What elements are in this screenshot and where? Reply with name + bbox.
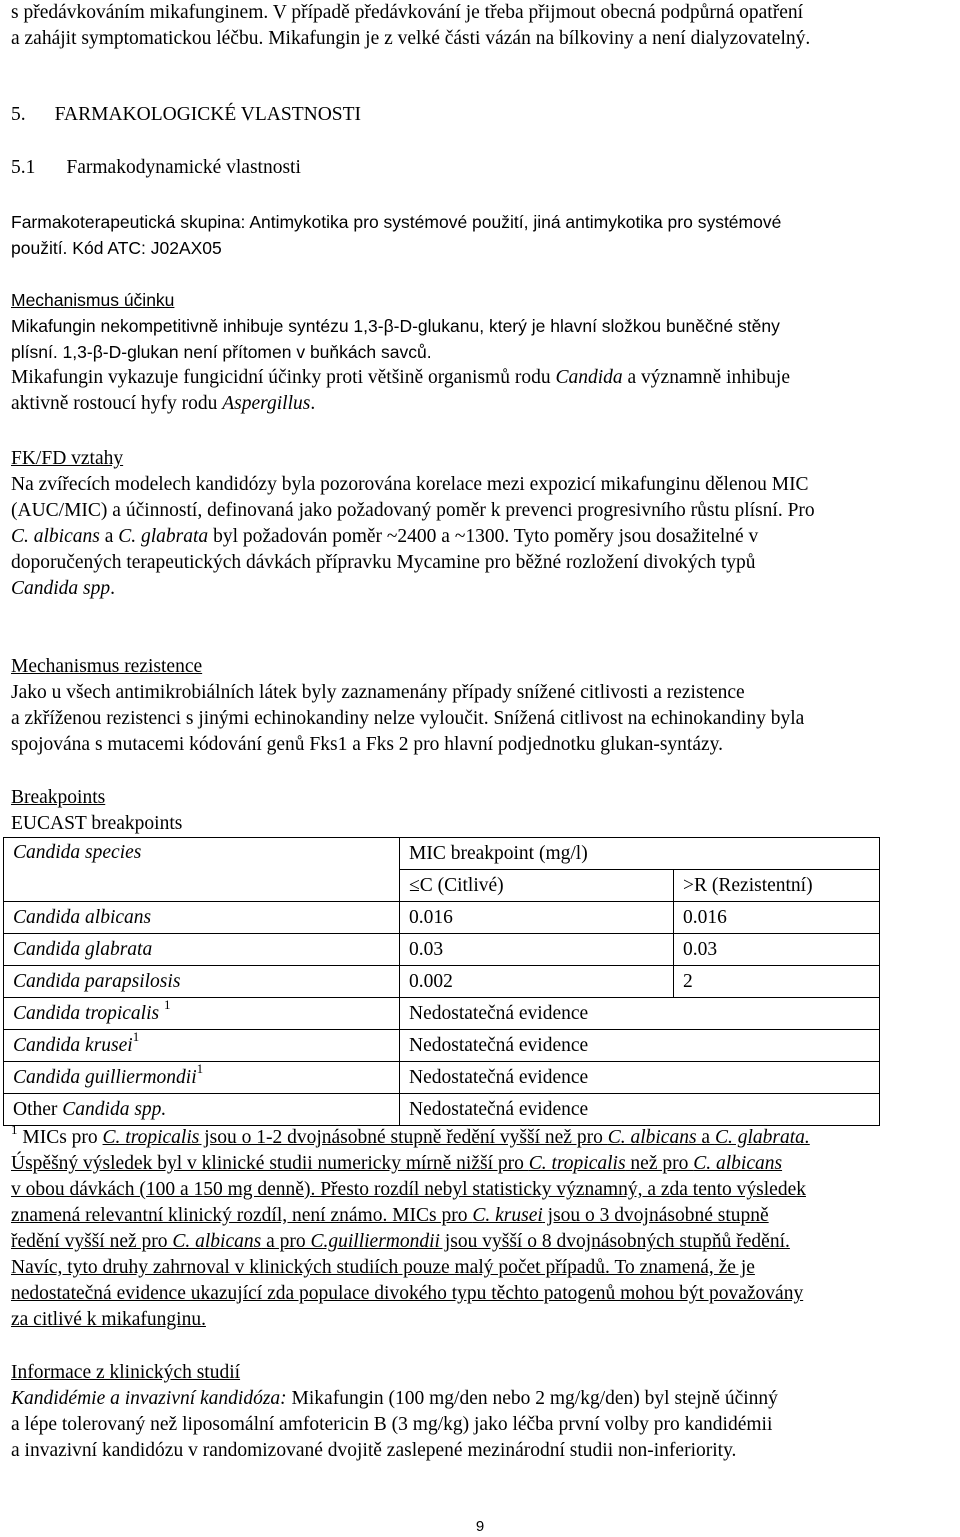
- intro-paragraph: [11, 0, 951, 52]
- species-cell: Candida krusei$^1$: [4, 1030, 400, 1062]
- species-cell: Candida albicans: [4, 902, 400, 934]
- text-line: Jako u všech antimikrobiálních látek byly zaznamenány případy snížené citlivosti a rezistence: [11, 682, 745, 703]
- text-line: použití. Kód ATC: J02AX05: [11, 238, 222, 258]
- breakpoints-subheading: EUCAST breakpoints: [11, 813, 183, 834]
- text-line: spojována s mutacemi kódování genů Fks1 a Fks 2 pro hlavní podjednotku glukan-syntázy.: [11, 734, 724, 755]
- text-line: Candida spp.: [11, 578, 116, 599]
- evidence-cell: Nedostatečná evidence: [400, 998, 880, 1030]
- susceptible-cell: 0.002: [400, 966, 674, 998]
- mechanism-heading: Mechanismus účinku: [11, 290, 175, 310]
- footnote-line: znamená relevantní klinický rozdíl, není známo. MICs pro C. krusei jsou o 3 dvojnásobné stupně: [11, 1205, 769, 1226]
- footnote-line: za citlivé k mikafunginu.: [11, 1309, 206, 1330]
- breakpoints-table: [3, 837, 880, 1126]
- footnote-line: nedostatečná evidence ukazující zda populace divokého typu těchto patogenů mohou být považovány: [11, 1283, 804, 1304]
- text-line: a zkříženou rezistenci s jinými echinokandiny nelze vyloučit. Snížená citlivost na echinokandiny byla: [11, 708, 805, 729]
- header-susceptible: ≤C (Citlivé): [400, 870, 674, 902]
- footnote-line: ředění vyšší než pro C. albicans a pro C.guilliermondii jsou vyšší o 8 dvojnásobných stupňů ředění.: [11, 1231, 790, 1252]
- text-line: plísní. 1,3-β-D-glukan není přítomen v buňkách savců.: [11, 342, 432, 362]
- text-line: Mikafungin nekompetitivně inhibuje syntézu 1,3-β-D-glukanu, který je hlavní složkou buněčné stěny: [11, 316, 780, 336]
- text-line: Na zvířecích modelech kandidózy byla pozorována korelace mezi expozicí mikafunginu dělenou MIC: [11, 474, 809, 495]
- intro-line: a zahájit symptomatickou léčbu. Mikafungin je z velké části vázán na bílkoviny a není dialyzovatelný.: [11, 28, 811, 49]
- header-resistant: >R (Rezistentní): [674, 870, 880, 902]
- section-number: 5.1: [11, 157, 36, 178]
- text-line: a invazivní kandidózu v randomizované dvojitě zaslepené mezinárodní studii non-inferiority.: [11, 1440, 737, 1461]
- table-row: [4, 1030, 880, 1062]
- pharmaco-group: [11, 209, 951, 261]
- footnote: [11, 1121, 951, 1333]
- susceptible-cell: 0.016: [400, 902, 674, 934]
- text-line: Mikafungin vykazuje fungicidní účinky proti většině organismů rodu Candida a významně inhibuje: [11, 367, 790, 388]
- text-line: C. albicans a C. glabrata byl požadován poměr ~2400 a ~1300. Tyto poměry jsou dosažitelné v: [11, 526, 759, 547]
- species-cell: Candida guilliermondii$^1$: [4, 1062, 400, 1094]
- table-row: [4, 1062, 880, 1094]
- table-row: [4, 1094, 880, 1126]
- header-mic: MIC breakpoint (mg/l): [400, 838, 880, 870]
- text-line: doporučených terapeutických dávkách přípravku Mycamine pro běžné rozložení divokých typů: [11, 552, 756, 573]
- text-line: Kandidémie a invazivní kandidóza: Mikafungin (100 mg/den nebo 2 mg/kg/den) byl stejně účinný: [11, 1388, 778, 1409]
- table-row: [4, 902, 880, 934]
- evidence-cell: Nedostatečná evidence: [400, 1094, 880, 1126]
- page-number: 9: [475, 1518, 485, 1535]
- evidence-cell: Nedostatečná evidence: [400, 1062, 880, 1094]
- table-row: [4, 934, 880, 966]
- section-5-heading: [11, 102, 951, 128]
- text-line: aktivně rostoucí hyfy rodu Aspergillus.: [11, 393, 316, 414]
- resistant-cell: 0.03: [674, 934, 880, 966]
- table-row: [4, 998, 880, 1030]
- resistance-heading: Mechanismus rezistence: [11, 656, 203, 677]
- resistance-section: [11, 654, 951, 758]
- species-cell: Candida tropicalis $^1$: [4, 998, 400, 1030]
- section-5-1-heading: [11, 155, 951, 181]
- fkfd-section: [11, 446, 951, 602]
- breakpoints-heading: Breakpoints: [11, 787, 106, 808]
- table-header-row: [4, 838, 880, 870]
- fkfd-heading: FK/FD vztahy: [11, 448, 124, 469]
- clinical-heading: Informace z klinických studií: [11, 1362, 241, 1383]
- text-line: (AUC/MIC) a účinností, definovaná jako požadovaný poměr k prevenci progresivního růstu plísní. Pro: [11, 500, 815, 521]
- susceptible-cell: 0.03: [400, 934, 674, 966]
- table-row: [4, 966, 880, 998]
- mechanism-section: [11, 287, 951, 417]
- section-title: FARMAKOLOGICKÉ VLASTNOSTI: [54, 104, 362, 125]
- section-number: 5.: [11, 104, 26, 125]
- resistant-cell: 2: [674, 966, 880, 998]
- evidence-cell: Nedostatečná evidence: [400, 1030, 880, 1062]
- species-cell: Other Candida spp.: [4, 1094, 400, 1126]
- species-cell: Candida parapsilosis: [4, 966, 400, 998]
- footnote-line: v obou dávkách (100 a 150 mg denně). Přesto rozdíl nebyl statisticky významný, a zda tento výsledek: [11, 1179, 806, 1200]
- species-cell: Candida glabrata: [4, 934, 400, 966]
- header-species: Candida species: [4, 838, 400, 902]
- resistant-cell: 0.016: [674, 902, 880, 934]
- footnote-line: Úspěšný výsledek byl v klinické studii numericky mírně nižší pro C. tropicalis než pro C. albicans: [11, 1153, 783, 1174]
- footnote-line: $^1$ MICs pro C. tropicalis jsou o 1-2 dvojnásobné stupně ředění vyšší než pro C. albicans a C. glabrata.: [11, 1121, 810, 1148]
- text-line: a lépe tolerovaný než liposomální amfotericin B (3 mg/kg) jako léčba první volby pro kandidémii: [11, 1414, 773, 1435]
- text-line: Farmakoterapeutická skupina: Antimykotika pro systémové použití, jiná antimykotika pro systémové: [11, 212, 782, 232]
- section-title: Farmakodynamické vlastnosti: [66, 157, 301, 178]
- breakpoints-section: [11, 785, 951, 837]
- footnote-line: Navíc, tyto druhy zahrnoval v klinických studiích pouze malý počet případů. To znamená, že je: [11, 1257, 755, 1278]
- intro-line: s předávkováním mikafunginem. V případě předávkování je třeba přijmout obecná podpůrná opatření: [11, 2, 804, 23]
- clinical-section: [11, 1360, 951, 1464]
